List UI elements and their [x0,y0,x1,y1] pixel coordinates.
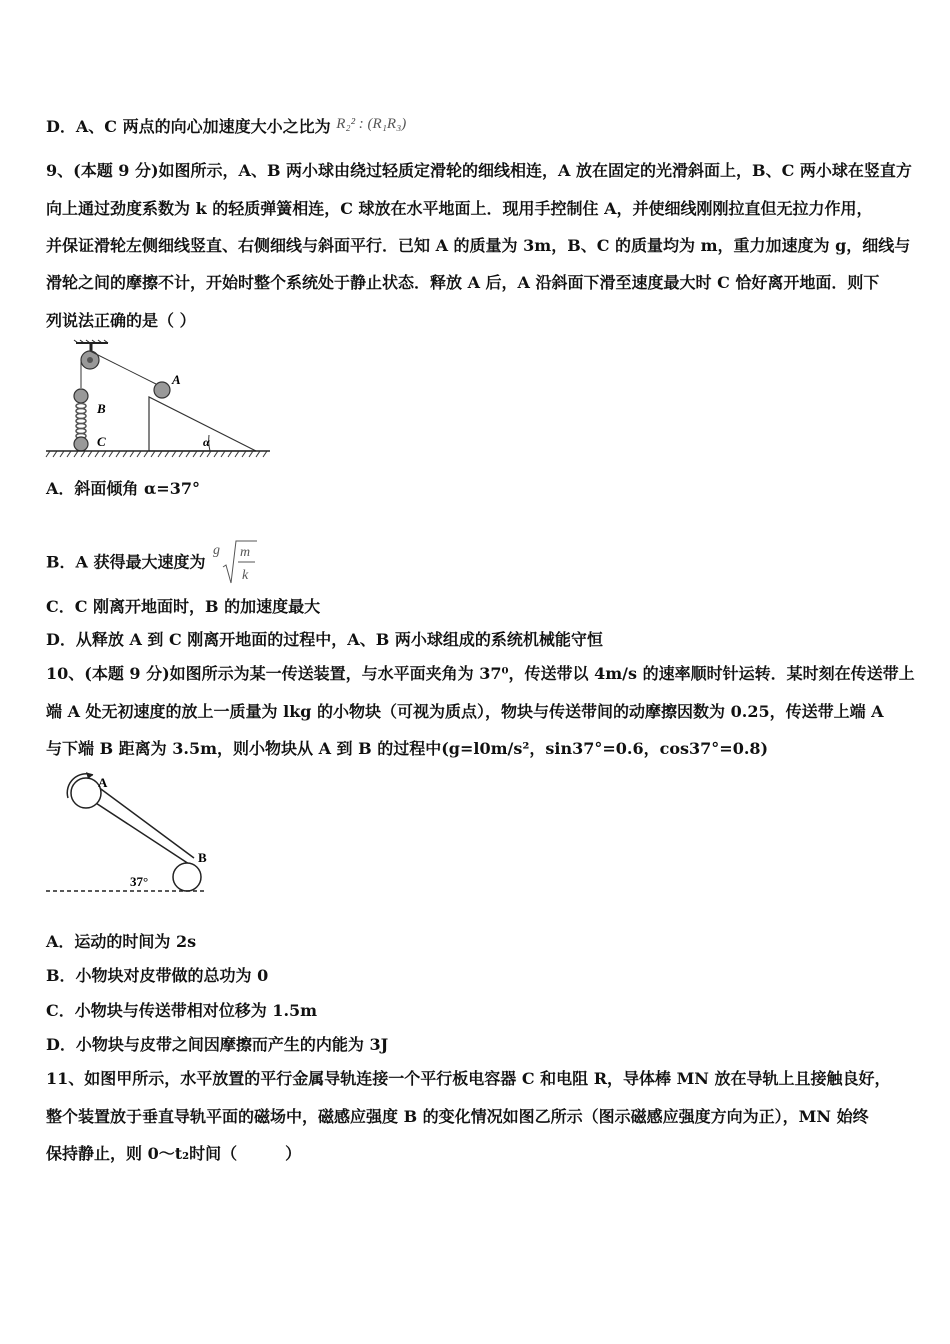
q9-option-a[interactable]: A．斜面倾角 α=37° [46,479,200,498]
q10-figure [46,772,206,894]
q10-stem-line-3: 与下端 B 距离为 3.5m，则小物块从 A 到 B 的过程中(g=l0m/s²，sin37°=0.6，cos37°=0.8) [46,739,769,758]
q10-option-b[interactable]: B．小物块对皮带做的总功为 0 [46,966,269,985]
formula-g: g [213,543,221,558]
q10-option-c[interactable]: C．小物块与传送带相对位移为 1.5m [46,1001,318,1020]
pulley-a [71,778,101,808]
q10-stem-line-1: 10、(本题 9 分)如图所示为某一传送装置，与水平面夹角为 37⁰，传送带以 4m/s 的速率顺时针运转．某时刻在传送带上 [46,664,915,683]
q8-option-d[interactable] [46,113,406,138]
q10-label-a: A [98,775,108,790]
pulley-b [173,863,201,891]
q9-stem-line-5: 列说法正确的是（ ） [46,311,196,330]
q9-option-b-formula [211,537,259,589]
q8-option-d-text: D．A、C 两点的向心加速度大小之比为 [46,117,331,136]
spring [76,404,86,439]
q9-stem-line-3: 并保证滑轮左侧细线竖直、右侧细线与斜面平行．已知 A 的质量为 3m，B、C 的质量均为 m，重力加速度为 g，细线与 [46,236,911,255]
q9-option-b[interactable] [46,537,259,589]
q10-label-angle: 37° [130,874,149,889]
q11-stem-line-3: 保持静止，则 0～t₂时间（ ） [46,1144,302,1163]
q9-option-b-text: B．A 获得最大速度为 [46,552,206,572]
q10-option-d[interactable]: D．小物块与皮带之间因摩擦而产生的内能为 3J [46,1035,389,1054]
q9-option-d[interactable]: D．从释放 A 到 C 刚离开地面的过程中，A、B 两小球组成的系统机械能守恒 [46,630,603,649]
q9-label-c: C [97,434,106,449]
q11-stem-line-2: 整个装置放于垂直导轨平面的磁场中，磁感应强度 B 的变化情况如图乙所示（图示磁感应强度方向为正），MN 始终 [46,1107,869,1126]
ball-a [154,382,170,398]
ball-b [74,389,88,403]
formula-k: k [242,568,249,583]
q11-stem-line-1: 11、如图甲所示，水平放置的平行金属导轨连接一个平行板电容器 C 和电阻 R，导体棒 MN 放在导轨上且接触良好， [46,1069,891,1088]
formula-m: m [240,545,251,560]
q9-stem-line-2: 向上通过劲度系数为 k 的轻质弹簧相连，C 球放在水平地面上．现用手控制住 A，并使细线刚刚拉直但无拉力作用， [46,199,873,218]
q8-option-d-formula: R₂² : (R₁R₃) [336,116,407,132]
q9-label-b: B [97,401,106,416]
q10-option-a[interactable]: A．运动的时间为 2s [46,932,197,951]
q9-label-a: A [172,372,181,387]
q9-label-angle: α [203,435,210,449]
q9-figure [46,340,272,465]
q9-stem-line-1: 9、(本题 9 分)如图所示，A、B 两小球由绕过轻质定滑轮的细线相连，A 放在固定的光滑斜面上，B、C 两小球在竖直方 [46,161,912,180]
q9-stem-line-4: 滑轮之间的摩擦不计，开始时整个系统处于静止状态．释放 A 后，A 沿斜面下滑至速度最大时 C 恰好离开地面．则下 [46,273,880,292]
q10-label-b: B [198,850,207,865]
ball-c [74,437,88,451]
q9-option-c[interactable]: C．C 刚离开地面时，B 的加速度最大 [46,597,321,616]
q10-stem-line-2: 端 A 处无初速度的放上一质量为 lkg 的小物块（可视为质点），物块与传送带间的动摩擦因数为 0.25，传送带上端 A [46,702,884,721]
